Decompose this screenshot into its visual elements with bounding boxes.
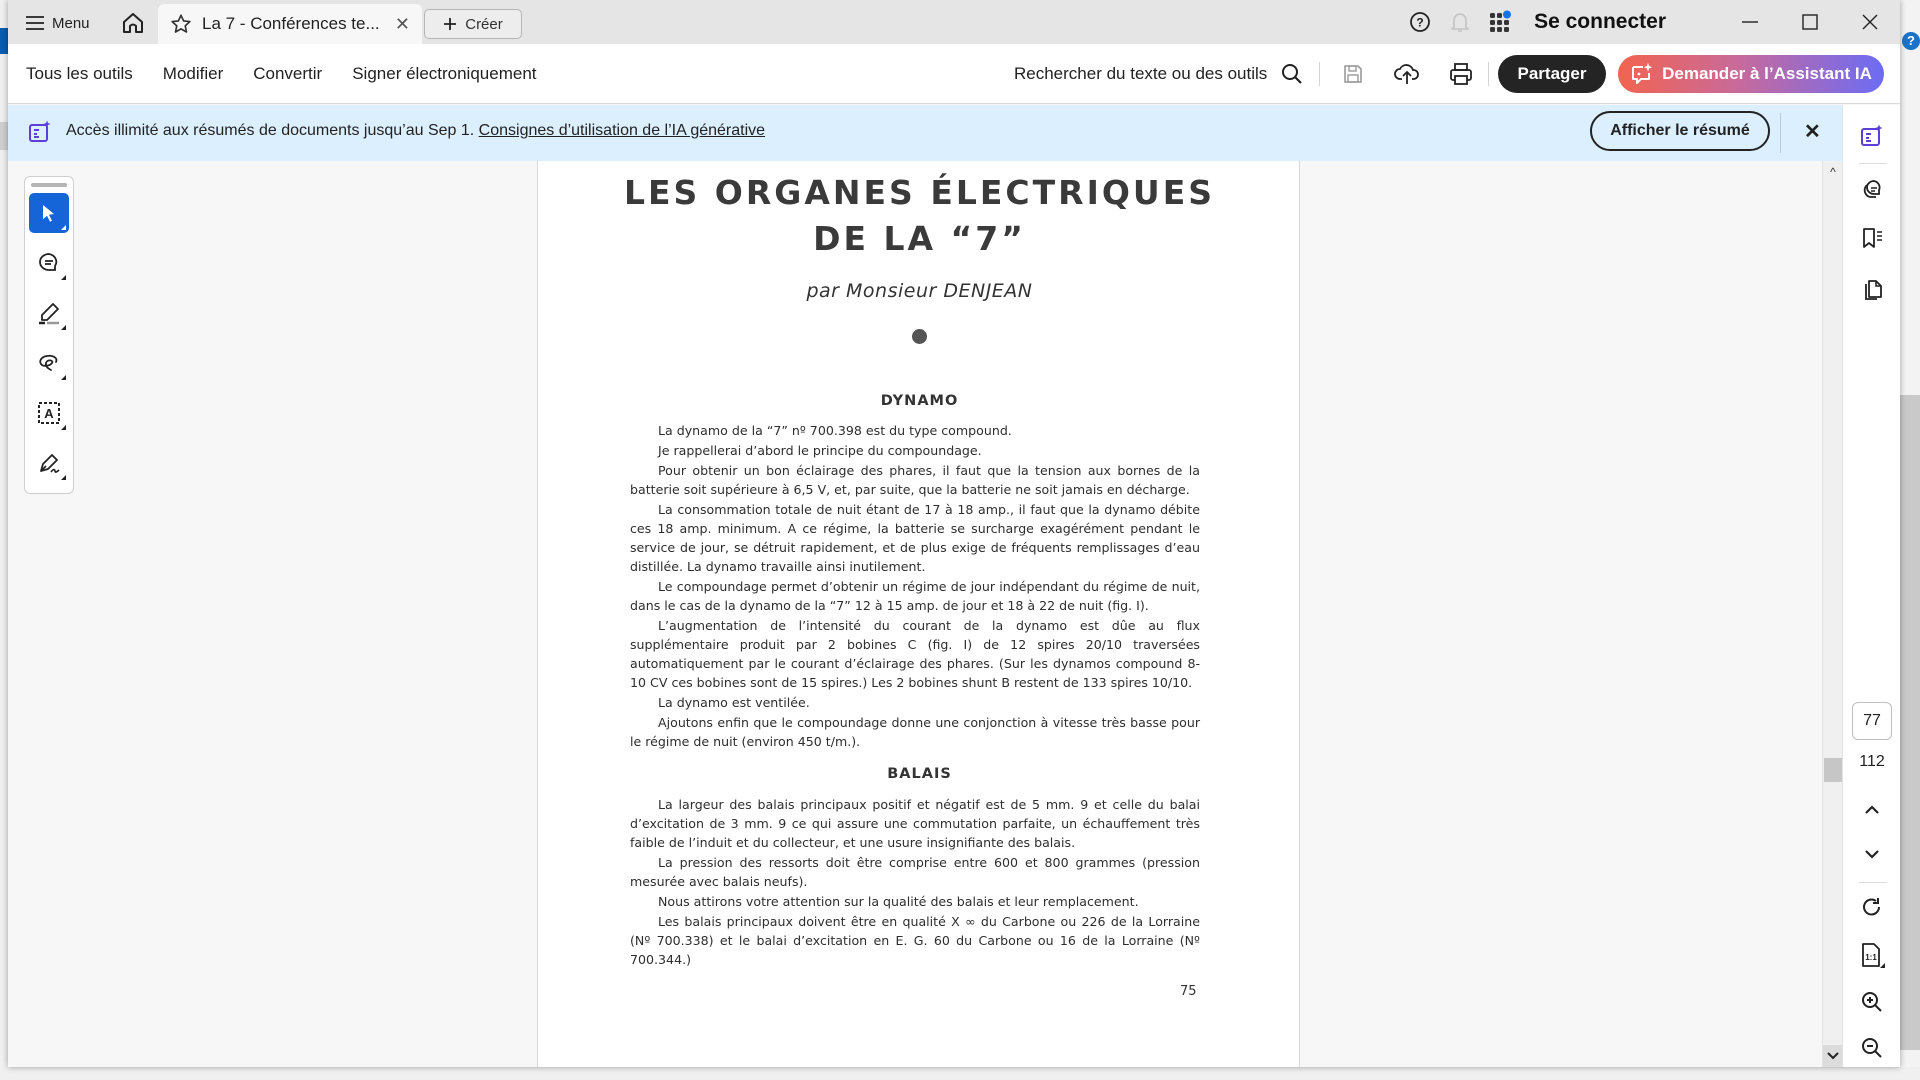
document-viewer xyxy=(8,161,1842,1067)
star-icon[interactable] xyxy=(170,13,192,35)
plus-icon xyxy=(443,17,457,31)
convert-menu[interactable]: Convertir xyxy=(253,64,323,83)
total-pages: 112 xyxy=(1859,753,1885,770)
paragraph: La dynamo est ventilée. xyxy=(658,695,810,710)
rotate-clockwise-icon xyxy=(1860,895,1884,919)
sign-tool[interactable] xyxy=(29,443,69,483)
svg-text:A: A xyxy=(44,406,54,421)
paragraph: Pour obtenir un bon éclairage des phares, il faut que la tension aux bornes de la batterie soit supérieure à 6,5 V, et, par suite, que la batterie ne soit jamais en décharge. xyxy=(630,463,1200,497)
home-button[interactable] xyxy=(120,10,146,36)
paragraph: La dynamo de la “7” nº 700.398 est du type compound. xyxy=(658,423,1012,438)
ai-summary-panel-button[interactable] xyxy=(1857,121,1887,151)
paragraph: Les balais principaux doivent être en qualité X ∞ du Carbone ou 226 de la Lorraine (Nº 700.338) et le balai d’excitation en E. G. 60 du Carbone ou 16 de la Lorraine (Nº 700.344.) xyxy=(630,914,1200,967)
scroll-up-arrow-icon[interactable]: ^ xyxy=(1830,165,1836,179)
draw-tool[interactable] xyxy=(29,343,69,383)
quick-tools-bar xyxy=(24,176,74,494)
document-title-line2: DE LA “7” xyxy=(813,219,1026,258)
zoom-in-icon xyxy=(1860,990,1884,1014)
home-icon xyxy=(120,10,146,36)
zoom-out-button[interactable] xyxy=(1857,1033,1887,1063)
sign-in-button[interactable]: Se connecter xyxy=(1534,10,1666,33)
ai-summary-icon xyxy=(28,120,52,144)
close-icon xyxy=(1862,14,1878,30)
tab-title: La 7 - Conférences te... xyxy=(202,14,380,33)
acrobat-window xyxy=(8,0,1900,1067)
background-help-icon: ? xyxy=(1902,32,1920,50)
ai-guidelines-link[interactable]: Consignes d’utilisation de l’IA générative xyxy=(478,122,766,139)
document-tab[interactable] xyxy=(158,4,422,44)
help-button[interactable] xyxy=(1400,0,1440,44)
e-sign-menu[interactable]: Signer électroniquement xyxy=(352,64,537,83)
close-tab-icon[interactable]: ✕ xyxy=(394,13,410,34)
maximize-button[interactable] xyxy=(1780,0,1840,44)
vertical-scrollbar[interactable] xyxy=(1822,161,1842,1067)
show-summary-button[interactable]: Afficher le résumé xyxy=(1590,111,1770,151)
decorative-bullet xyxy=(912,329,927,344)
search-icon xyxy=(1281,63,1303,85)
upload-cloud-button[interactable] xyxy=(1392,59,1422,89)
minimize-icon xyxy=(1741,13,1759,31)
minimize-button[interactable] xyxy=(1720,0,1780,44)
section-dynamo-text xyxy=(630,421,1200,752)
help-icon xyxy=(1409,11,1431,33)
all-tools-menu[interactable]: Tous les outils xyxy=(26,64,133,83)
printed-page-number: 75 xyxy=(1180,984,1197,999)
document-title-line1: LES ORGANES ÉLECTRIQUES xyxy=(623,173,1216,212)
chevron-down-icon xyxy=(1864,849,1880,859)
title-bar xyxy=(8,0,1900,44)
paragraph: L’augmentation de l’intensité du courant de la dynamo est dûe au flux supplémentaire produit par 2 bobines C (fig. I) de 12 spires 20/10 traversées automatiquement par le courant d’éclairage des phares. (Sur les dynamos compound 8-10 CV ces bobines sont de 15 spires.) Les 2 bobines shunt B restent de 133 spires 10/10. xyxy=(630,618,1200,690)
edit-menu[interactable]: Modifier xyxy=(162,64,224,83)
bookmark-list-icon xyxy=(1860,226,1884,250)
cursor-arrow-icon xyxy=(40,203,58,223)
comment-icon xyxy=(37,251,61,275)
paragraph: Je rappellerai d’abord le principe du compoundage. xyxy=(658,443,982,458)
create-button[interactable] xyxy=(424,9,522,39)
main-toolbar xyxy=(8,44,1900,104)
svg-text:?: ? xyxy=(1416,15,1424,30)
ai-assistant-label: Demander à l’Assistant IA xyxy=(1662,64,1872,83)
lasso-draw-icon xyxy=(37,351,61,375)
banner-close-icon[interactable]: ✕ xyxy=(1804,121,1821,143)
rail-divider xyxy=(1859,882,1887,883)
section-heading-dynamo: DYNAMO xyxy=(880,393,959,409)
paragraph: La consommation totale de nuit étant de 17 à 18 amp., il faut que la dynamo débite ces 18 amp. minimum. A ce régime, la batterie se surcharge exagérément pendant le service de jour, se détruit rapidement, et de plus exige de fréquents remplissages d’eau distillée. La dynamo travaille ainsi inutilement. xyxy=(630,502,1200,574)
actual-size-icon xyxy=(1859,942,1885,968)
desktop-background-bottom xyxy=(0,1067,1920,1080)
rotate-button[interactable] xyxy=(1857,892,1887,922)
ai-chat-sparkle-icon xyxy=(1630,62,1654,86)
toolbar-divider xyxy=(1488,62,1489,86)
paragraph: Ajoutons enfin que le compoundage donne une conjonction à vitesse très basse pour le régime de nuit (environ 450 t/m.). xyxy=(630,715,1200,749)
maximize-icon xyxy=(1802,14,1818,30)
right-rail xyxy=(1842,105,1900,1067)
rail-divider xyxy=(1859,163,1887,164)
save-icon xyxy=(1342,63,1364,85)
chevron-up-icon xyxy=(1864,805,1880,815)
apps-grid-icon xyxy=(1488,10,1512,34)
paragraph: Nous attirons votre attention sur la qualité des balais et leur remplacement. xyxy=(658,894,1139,909)
desktop-background-right xyxy=(1900,0,1920,1080)
notifications-button[interactable] xyxy=(1440,0,1480,44)
fit-page-button[interactable] xyxy=(1857,940,1887,970)
zoom-out-icon xyxy=(1860,1036,1884,1060)
section-balais-text xyxy=(630,795,1200,970)
text-box-icon xyxy=(37,401,61,425)
previous-page-button[interactable] xyxy=(1857,795,1887,825)
pdf-page xyxy=(537,161,1300,1067)
ai-summary-icon xyxy=(1860,124,1884,148)
text-box-tool[interactable] xyxy=(29,393,69,433)
scroll-down-arrow-icon[interactable] xyxy=(1823,1045,1843,1067)
apps-button[interactable] xyxy=(1480,0,1520,44)
banner-divider xyxy=(1780,113,1781,153)
save-button[interactable] xyxy=(1338,59,1368,89)
comments-icon xyxy=(1860,178,1884,202)
print-icon xyxy=(1449,62,1473,86)
pen-sign-icon xyxy=(37,451,61,475)
print-button[interactable] xyxy=(1446,59,1476,89)
svg-text:1:1: 1:1 xyxy=(1865,953,1877,962)
comments-panel-button[interactable] xyxy=(1857,175,1887,205)
paragraph: La largeur des balais principaux positif et négatif est de 5 mm. 9 et celle du balai d’excitation de 3 mm. 9 ce qui assure une commutation parfaite, un échauffement très faible de l’induit et du collecteur, et une usure insignifiante des balais. xyxy=(630,797,1200,850)
drag-handle[interactable] xyxy=(31,183,67,187)
zoom-in-button[interactable] xyxy=(1857,987,1887,1017)
search-label: Rechercher du texte ou des outils xyxy=(1014,64,1268,83)
next-page-button[interactable] xyxy=(1857,839,1887,869)
current-page-input[interactable]: 77 xyxy=(1852,702,1892,740)
bookmarks-panel-button[interactable] xyxy=(1857,223,1887,253)
ai-assistant-button[interactable] xyxy=(1618,55,1884,93)
menu-label: Menu xyxy=(52,14,90,32)
search-tools-button[interactable] xyxy=(1014,44,1303,104)
comment-tool[interactable] xyxy=(29,243,69,283)
document-author: par Monsieur DENJEAN xyxy=(806,280,1033,302)
hamburger-icon xyxy=(26,16,44,30)
menu-button[interactable] xyxy=(26,10,90,36)
bell-icon xyxy=(1449,10,1471,34)
highlighter-pen-icon xyxy=(37,301,61,325)
banner-message: Accès illimité aux résumés de documents jusqu’au Sep 1. xyxy=(66,122,475,139)
highlight-tool[interactable] xyxy=(29,293,69,333)
toolbar-divider xyxy=(1319,62,1320,86)
create-label: Créer xyxy=(465,15,503,33)
paragraph: Le compoundage permet d’obtenir un régime de jour indépendant du régime de nuit, dans le cas de la dynamo de la “7” 12 à 15 amp. de jour et 18 à 22 de nuit (fig. I). xyxy=(630,579,1200,613)
share-button[interactable]: Partager xyxy=(1498,55,1606,93)
copy-pages-icon xyxy=(1860,276,1884,300)
paragraph: La pression des ressorts doit être comprise entre 600 et 800 grammes (pression mesurée avec balais neufs). xyxy=(630,855,1200,889)
select-tool[interactable] xyxy=(29,193,69,233)
scrollbar-thumb[interactable] xyxy=(1824,758,1842,782)
ai-summary-banner xyxy=(8,105,1842,161)
close-window-button[interactable] xyxy=(1840,0,1900,44)
pages-panel-button[interactable] xyxy=(1857,273,1887,303)
section-heading-balais: BALAIS xyxy=(887,766,952,782)
cloud-upload-icon xyxy=(1394,62,1420,86)
